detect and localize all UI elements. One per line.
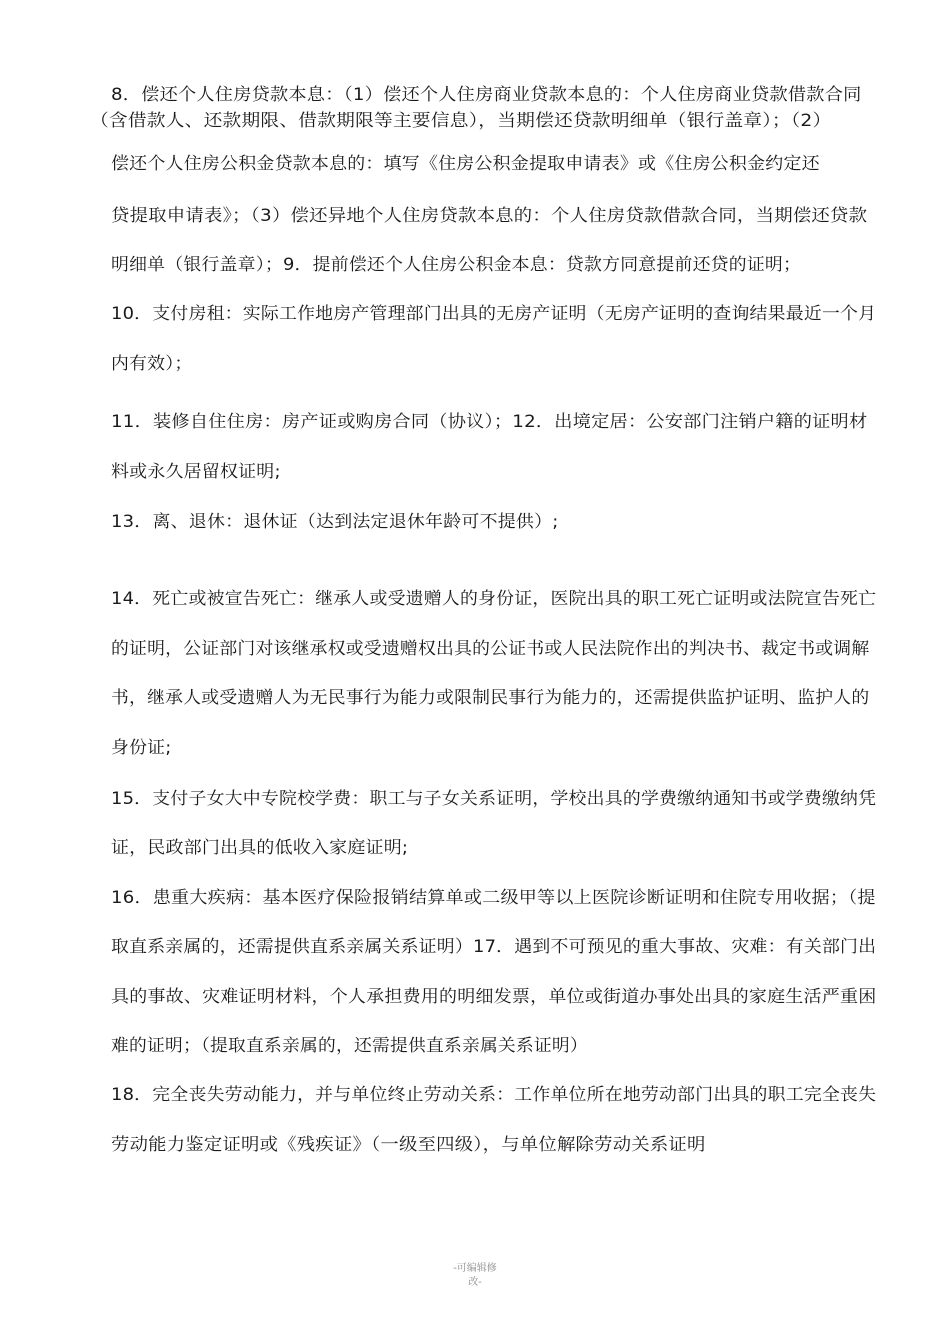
text-line: 13．离、退休：退休证（达到法定退休年龄可不提供）; bbox=[111, 512, 559, 532]
text-line: 证，民政部门出具的低收入家庭证明; bbox=[111, 838, 409, 858]
text-line: 偿还个人住房公积金贷款本息的：填写《住房公积金提取申请表》或《住房公积金约定还 bbox=[111, 154, 820, 174]
text-line: 18．完全丧失劳动能力，并与单位终止劳动关系：工作单位所在地劳动部门出具的职工完全丧失 bbox=[111, 1085, 877, 1105]
text-line: 料或永久居留权证明; bbox=[111, 462, 281, 482]
text-line: 的证明，公证部门对该继承权或受遗赠权出具的公证书或人民法院作出的判决书、裁定书或调解 bbox=[111, 639, 870, 659]
text-line: 难的证明；（提取直系亲属的，还需提供直系亲属关系证明） bbox=[111, 1036, 588, 1056]
footer-note-line-1: -可编辑修 bbox=[453, 1263, 497, 1274]
text-line: 14．死亡或被宣告死亡：继承人或受遗赠人的身份证，医院出具的职工死亡证明或法院宣告死亡 bbox=[111, 589, 877, 609]
text-line: 劳动能力鉴定证明或《残疾证》（一级至四级），与单位解除劳动关系证明 bbox=[111, 1135, 706, 1155]
text-line: 16．患重大疾病：基本医疗保险报销结算单或二级甲等以上医院诊断证明和住院专用收据；（提 bbox=[111, 888, 876, 908]
text-line: 书，继承人或受遗赠人为无民事行为能力或限制民事行为能力的，还需提供监护证明、监护人的 bbox=[111, 688, 870, 708]
footer-note-line-2: 改- bbox=[468, 1277, 482, 1288]
text-line: 8．偿还个人住房贷款本息：（1）偿还个人住房商业贷款本息的：个人住房商业贷款借款合同 bbox=[111, 85, 862, 105]
text-line: 明细单（银行盖章）；9．提前偿还个人住房公积金本息：贷款方同意提前还贷的证明； bbox=[111, 255, 802, 275]
text-line: （含借款人、还款期限、借款期限等主要信息），当期偿还贷款明细单（银行盖章）；（2） bbox=[90, 111, 832, 131]
text-line: 具的事故、灾难证明材料，个人承担费用的明细发票，单位或街道办事处出具的家庭生活严重困 bbox=[111, 987, 877, 1007]
text-line: 11．装修自住住房：房产证或购房合同（协议）；12．出境定居：公安部门注销户籍的证明材 bbox=[111, 412, 868, 432]
text-line: 10．支付房租：实际工作地房产管理部门出具的无房产证明（无房产证明的查询结果最近一个月 bbox=[111, 304, 877, 324]
text-line: 取直系亲属的，还需提供直系亲属关系证明）17．遇到不可预见的重大事故、灾难：有关部门出 bbox=[111, 937, 877, 957]
text-line: 15．支付子女大中专院校学费：职工与子女关系证明，学校出具的学费缴纳通知书或学费缴纳凭 bbox=[111, 789, 877, 809]
text-line: 内有效）； bbox=[111, 354, 193, 374]
text-line: 贷提取申请表》；（3）偿还异地个人住房贷款本息的：个人住房贷款借款合同，当期偿还贷款 bbox=[111, 206, 868, 226]
text-line: 身份证; bbox=[111, 738, 172, 758]
